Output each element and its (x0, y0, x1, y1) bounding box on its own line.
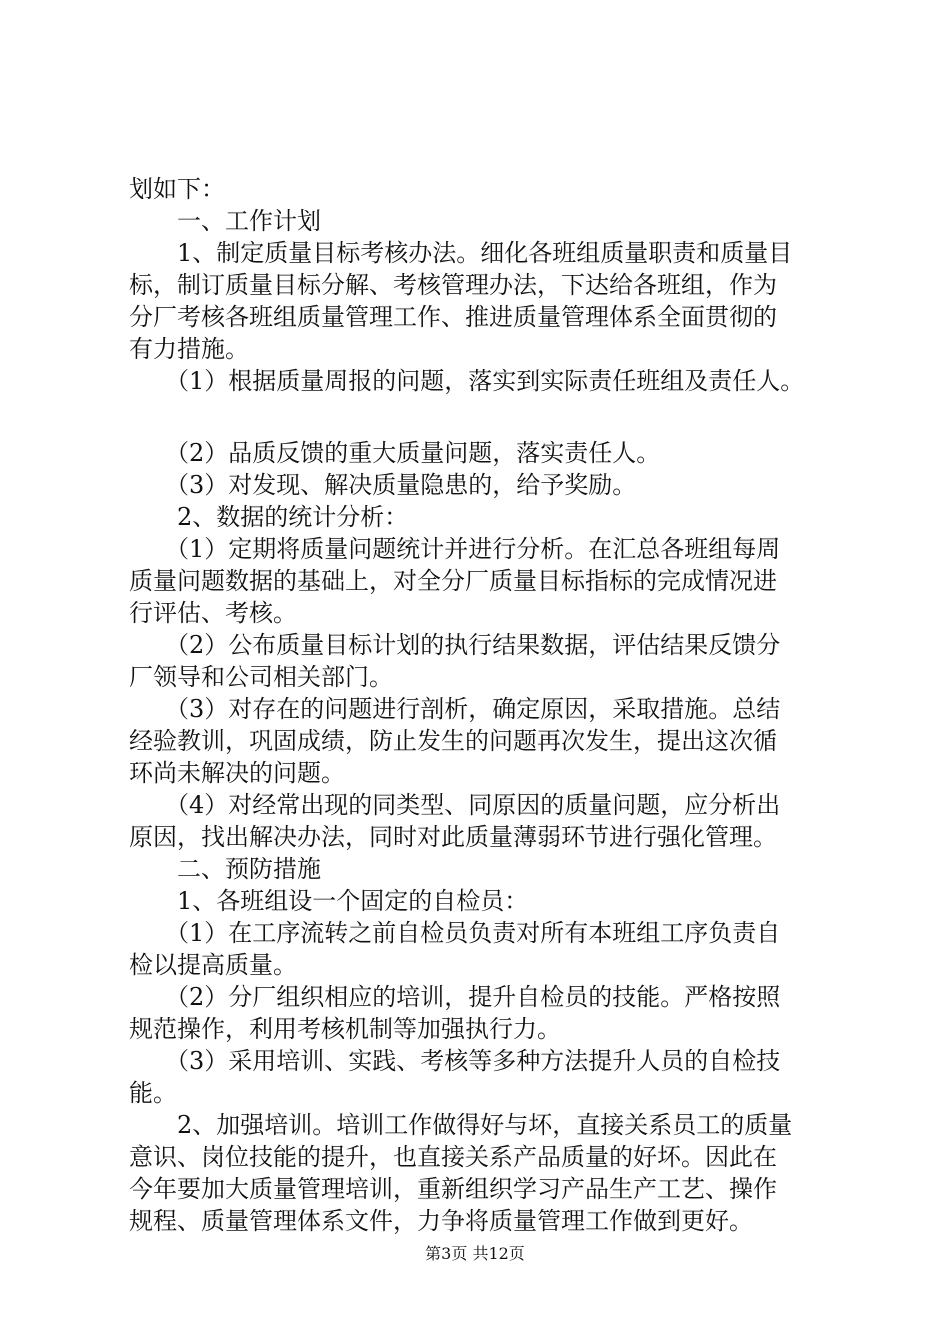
text-line: （2）公布质量目标计划的执行结果数据，评估结果反馈分 (129, 631, 781, 659)
text-line: （4）对经常出现的同类型、同原因的质量问题，应分析出 (129, 791, 781, 819)
text-line: 1、制定质量目标考核办法。细化各班组质量职责和质量目 (129, 239, 793, 267)
text-line: 2、数据的统计分析： (129, 503, 409, 531)
section-heading: 二、预防措施 (129, 855, 321, 883)
text-line: （3）对发现、解决质量隐患的，给予奖励。 (129, 471, 637, 499)
text-line: （1）在工序流转之前自检员负责对所有本班组工序负责自 (129, 919, 781, 947)
section-heading: 一、工作计划 (129, 207, 321, 235)
blank-line (129, 397, 839, 437)
document-body (129, 173, 839, 1237)
text-line: 厂领导和公司相关部门。 (129, 663, 393, 691)
text-line: 经验教训，巩固成绩，防止发生的问题再次发生，提出这次循 (129, 727, 777, 755)
text-line: 有力措施。 (129, 335, 249, 363)
text-line: 今年要加大质量管理培训，重新组织学习产品生产工艺、操作 (129, 1175, 777, 1203)
text-line: 划如下： (129, 175, 225, 203)
text-line: 质量问题数据的基础上，对全分厂质量目标指标的完成情况进 (129, 567, 777, 595)
text-line: 检以提高质量。 (129, 951, 297, 979)
text-line: 能。 (129, 1079, 177, 1107)
text-line: 行评估、考核。 (129, 599, 297, 627)
text-line: 意识、岗位技能的提升，也直接关系产品质量的好坏。因此在 (129, 1143, 777, 1171)
text-line: （2）分厂组织相应的培训，提升自检员的技能。严格按照 (129, 983, 781, 1011)
text-line: （1）定期将质量问题统计并进行分析。在汇总各班组每周 (129, 535, 781, 563)
text-line: （1）根据质量周报的问题，落实到实际责任班组及责任人。 (129, 367, 805, 395)
text-line: （3）采用培训、实践、考核等多种方法提升人员的自检技 (129, 1047, 781, 1075)
text-line: 分厂考核各班组质量管理工作、推进质量管理体系全面贯彻的 (129, 303, 777, 331)
text-line: （2）品质反馈的重大质量问题，落实责任人。 (129, 439, 661, 467)
page-footer: 第3页 共12页 (425, 1244, 525, 1263)
text-line: 标，制订质量目标分解、考核管理办法，下达给各班组，作为 (129, 271, 777, 299)
text-line: （3）对存在的问题进行剖析，确定原因，采取措施。总结 (129, 695, 781, 723)
text-line: 1、各班组设一个固定的自检员： (129, 887, 529, 915)
text-line: 2、加强培训。培训工作做得好与坏，直接关系员工的质量 (129, 1111, 793, 1139)
text-line: 环尚未解决的问题。 (129, 759, 345, 787)
text-line: 规范操作，利用考核机制等加强执行力。 (129, 1015, 561, 1043)
text-line: 原因，找出解决办法，同时对此质量薄弱环节进行强化管理。 (129, 823, 777, 851)
text-line: 规程、质量管理体系文件，力争将质量管理工作做到更好。 (129, 1207, 753, 1235)
